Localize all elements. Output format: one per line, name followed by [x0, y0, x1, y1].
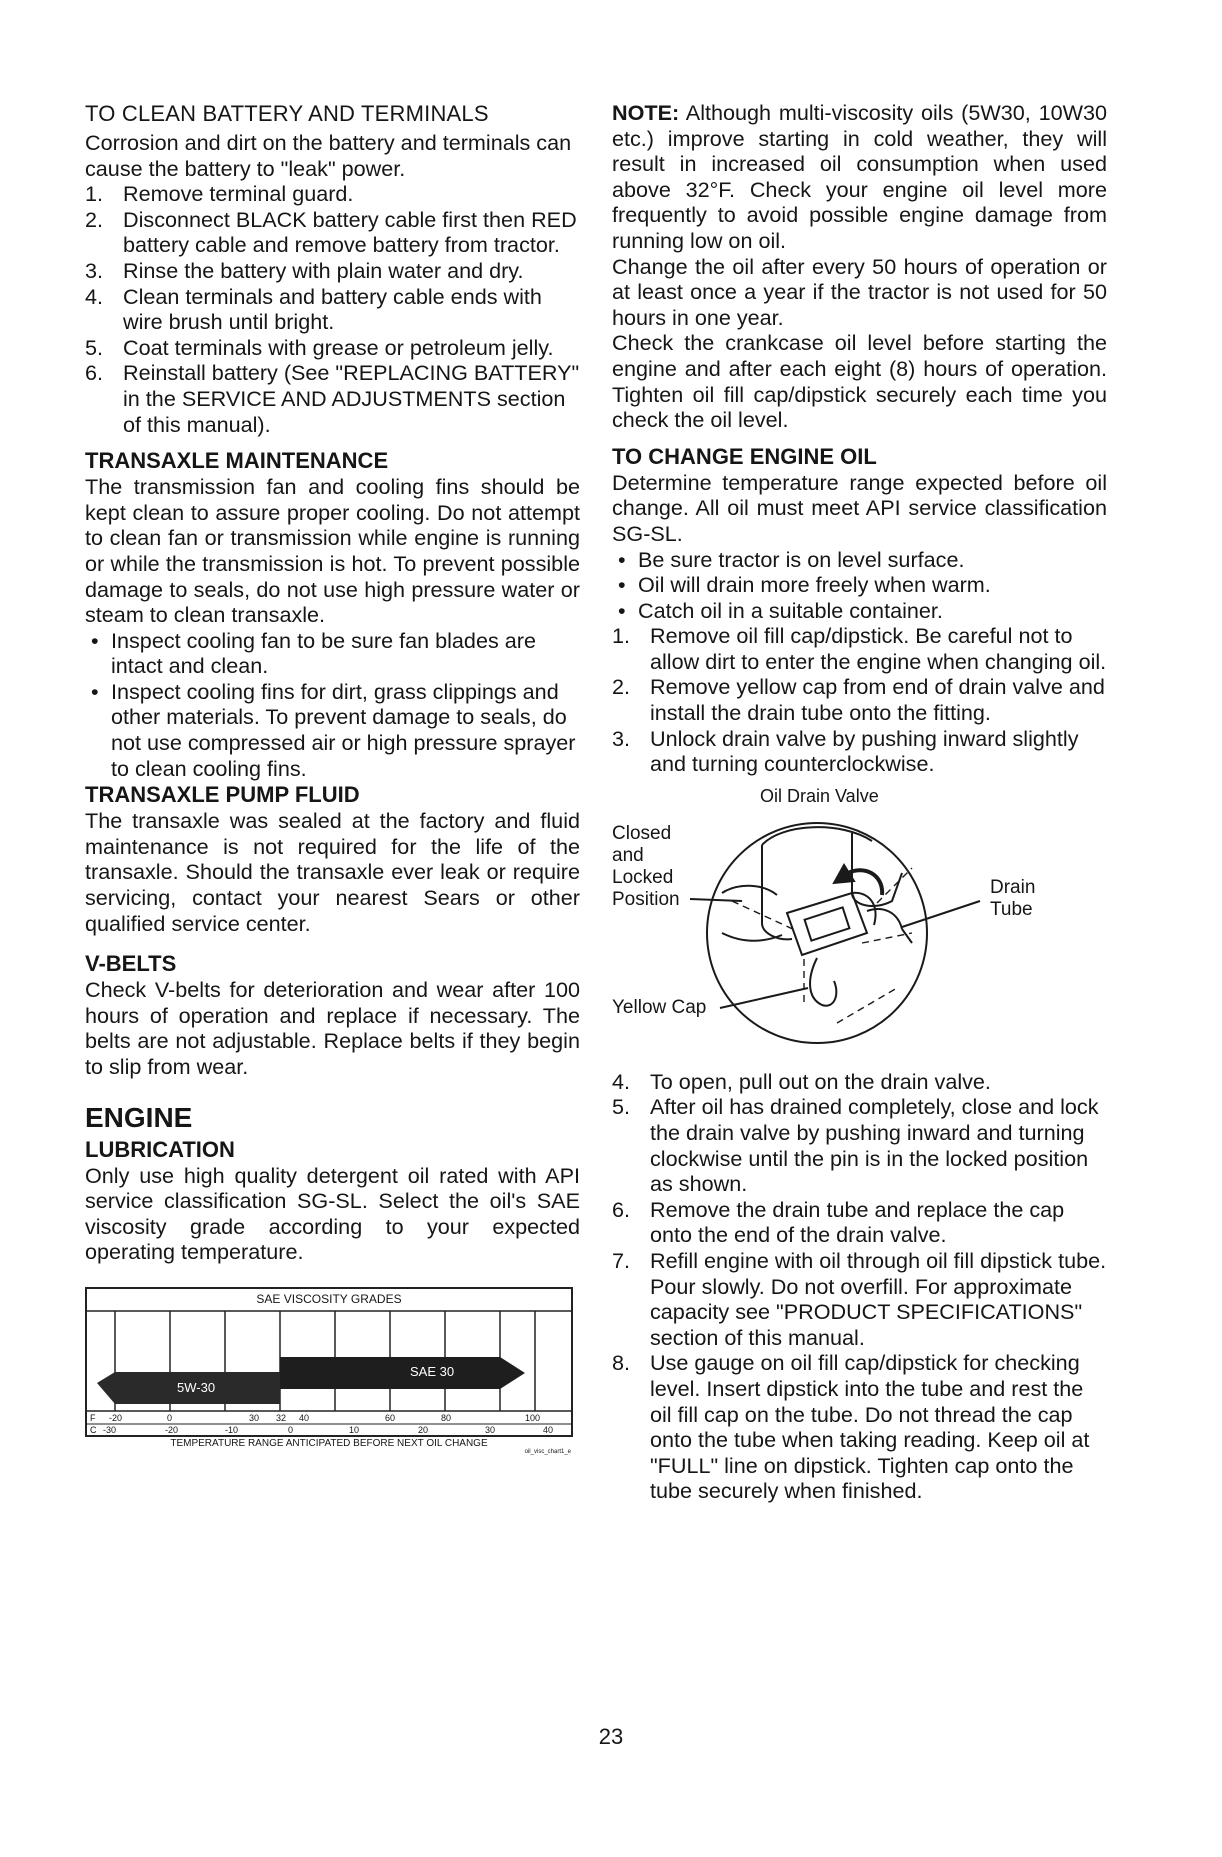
list-item: 5. Coat terminals with grease or petroleum jelly.: [85, 334, 554, 360]
c-tick: 40: [543, 1424, 554, 1435]
list-item: 1. Remove oil fill cap/dipstick. Be careful not to allow dirt to enter the engine when changing oil.: [612, 623, 1107, 674]
battery-intro: Corrosion and dirt on the battery and terminals can cause the battery to "leak" power.: [85, 130, 572, 181]
f-tick: 60: [385, 1412, 396, 1423]
f-tick: 40: [299, 1412, 310, 1423]
sae-chart-footer: TEMPERATURE RANGE ANTICIPATED BEFORE NEXT OIL CHANGE: [170, 1437, 488, 1449]
oil-check-text: Check the crankcase oil level before starting the engine and after each eight (8) hours of operation. Tighten oil fill cap/dipstick securely each time you check the oil level.: [612, 330, 1107, 433]
list-item: 1. Remove terminal guard.: [85, 181, 354, 207]
list-item: 4. Clean terminals and battery cable ends with wire brush until bright.: [85, 283, 542, 335]
lubrication-heading: LUBRICATION: [85, 1136, 235, 1162]
sae30-bar-label: SAE 30: [410, 1363, 455, 1379]
f-scale-label: F: [90, 1412, 96, 1423]
sae-chart-graphic: [85, 1287, 573, 1457]
change-oil-intro: Determine temperature range expected before oil change. All oil must meet API service classification SG-SL.: [612, 469, 1107, 546]
label-drain-tube: Drain Tube: [990, 876, 1036, 920]
list-item: 3. Rinse the battery with plain water and dry.: [85, 257, 524, 283]
lubrication-text: Only use high quality detergent oil rated with API service classification SG-SL. Select the oil's SAE viscosity grade according to your expected operating temperature.: [85, 1162, 580, 1265]
change-oil-steps-b: [612, 1069, 1107, 1504]
change-oil-heading: TO CHANGE ENGINE OIL: [612, 443, 877, 469]
f-tick: 30: [249, 1412, 260, 1423]
right-column: [612, 100, 1107, 1504]
list-item: 3. Unlock drain valve by pushing inward slightly and turning counterclockwise.: [612, 725, 1079, 777]
list-item: • Be sure tractor is on level surface.: [618, 546, 965, 572]
drain-valve-illustration: [612, 783, 1107, 1063]
list-item: 2. Remove yellow cap from end of drain valve and install the drain tube onto the fitting.: [612, 674, 1105, 726]
c-scale-label: C: [90, 1424, 97, 1435]
transaxle-heading: TRANSAXLE MAINTENANCE: [85, 448, 389, 474]
list-item: • Inspect cooling fan to be sure fan blades are intact and clean.: [91, 627, 536, 679]
pump-fluid-text: The transaxle was sealed at the factory and fluid maintenance is not required for the life of the transaxle. Should the transaxle ever leak or require servicing, contact your nearest Sears or other qualified service center.: [85, 808, 580, 936]
f-tick: 100: [525, 1412, 541, 1423]
transaxle-bullets: [85, 628, 580, 782]
c-tick: -20: [165, 1424, 179, 1435]
vbelts-text: Check V-belts for deterioration and wear after 100 hours of operation and replace if necessary. The belts are not adjustable. Replace belts if they begin to slip from wear.: [85, 977, 580, 1079]
list-item: 5. After oil has drained completely, close and lock the drain valve by pushing inward and turning clockwise until the pin is in the locked position as shown.: [612, 1094, 1099, 1197]
vbelts-heading: V-BELTS: [85, 951, 177, 977]
left-column: [85, 100, 580, 1457]
list-item: 6. Remove the drain tube and replace the cap onto the end of the drain valve.: [612, 1196, 1065, 1248]
5w30-bar-label: 5W-30: [177, 1379, 216, 1395]
engine-heading: ENGINE: [85, 1101, 193, 1133]
battery-steps: [85, 181, 580, 437]
c-tick: -30: [103, 1424, 117, 1435]
figure-title: Oil Drain Valve: [760, 785, 879, 806]
f-tick: 80: [441, 1412, 452, 1423]
page-number: 23: [598, 1724, 624, 1749]
list-item: 4. To open, pull out on the drain valve.: [612, 1068, 991, 1094]
sae30-bar: [280, 1357, 525, 1389]
label-closed-locked: Closed and Locked Position: [612, 822, 680, 910]
change-oil-bullets: [612, 547, 1107, 624]
transaxle-text: The transmission fan and cooling fins should be kept clean to assure proper cooling. Do not attempt to clean fan or transmission while engine is running or while the transmission is hot. To prevent possible damage to seals, do not use high pressure water or steam to clean transaxle.: [85, 474, 580, 628]
change-oil-steps-a: [612, 623, 1107, 777]
list-item: 6. Reinstall battery (See "REPLACING BATTERY" in the SERVICE AND ADJUSTMENTS section of this manual).: [85, 360, 580, 437]
c-tick: 0: [288, 1424, 294, 1435]
oil-drain-valve-figure: [612, 783, 1107, 1063]
f-tick: 0: [167, 1412, 173, 1423]
list-item: 7. Refill engine with oil through oil fill dipstick tube. Pour slowly. Do not overfill. For approximate capacity see "PRODUCT SPECIFICATIONS" section of this manual.: [612, 1248, 1107, 1350]
note-paragraph: [612, 100, 1107, 254]
label-yellow-cap: Yellow Cap: [612, 996, 707, 1018]
list-item: 2. Disconnect BLACK battery cable first then RED battery cable and remove battery from tractor.: [85, 206, 577, 258]
c-tick: -10: [225, 1424, 239, 1435]
sae-viscosity-chart: [85, 1287, 573, 1457]
c-tick: 30: [485, 1424, 496, 1435]
sae-chart-title: SAE VISCOSITY GRADES: [256, 1291, 402, 1306]
note-text: Although multi-viscosity oils (5W30, 10W30 etc.) improve starting in cold weather, they will result in increased oil consumption when used above 32°F. Check your engine oil level more frequently to avoid possible engine damage from running low on oil.: [612, 100, 1107, 253]
pump-fluid-heading: TRANSAXLE PUMP FLUID: [85, 782, 360, 808]
list-item: • Oil will drain more freely when warm.: [618, 572, 991, 598]
f-tick: 32: [276, 1412, 287, 1423]
list-item: • Inspect cooling fins for dirt, grass clippings and other materials. To prevent damage to seals, do not use compressed air or high pressure sprayer to clean cooling fins.: [91, 678, 576, 781]
note-label: NOTE:: [612, 100, 680, 125]
oil-change-interval: Change the oil after every 50 hours of operation or at least once a year if the tractor is not used for 50 hours in one year.: [612, 253, 1107, 330]
f-tick: -20: [109, 1412, 123, 1423]
c-tick: 10: [349, 1424, 360, 1435]
battery-heading: TO CLEAN BATTERY AND TERMINALS: [85, 101, 489, 126]
list-item: 8. Use gauge on oil fill cap/dipstick for checking level. Insert dipstick into the tube and rest the oil fill cap on the tube. Do not thread the cap onto the tube when taking reading. Keep oil at "FULL" line on dipstick. Tighten cap onto the tube securely when finished.: [612, 1350, 1090, 1504]
sae-chart-code: oil_visc_chart1_e: [524, 1448, 571, 1455]
c-tick: 20: [418, 1424, 429, 1435]
list-item: • Catch oil in a suitable container.: [618, 597, 943, 623]
